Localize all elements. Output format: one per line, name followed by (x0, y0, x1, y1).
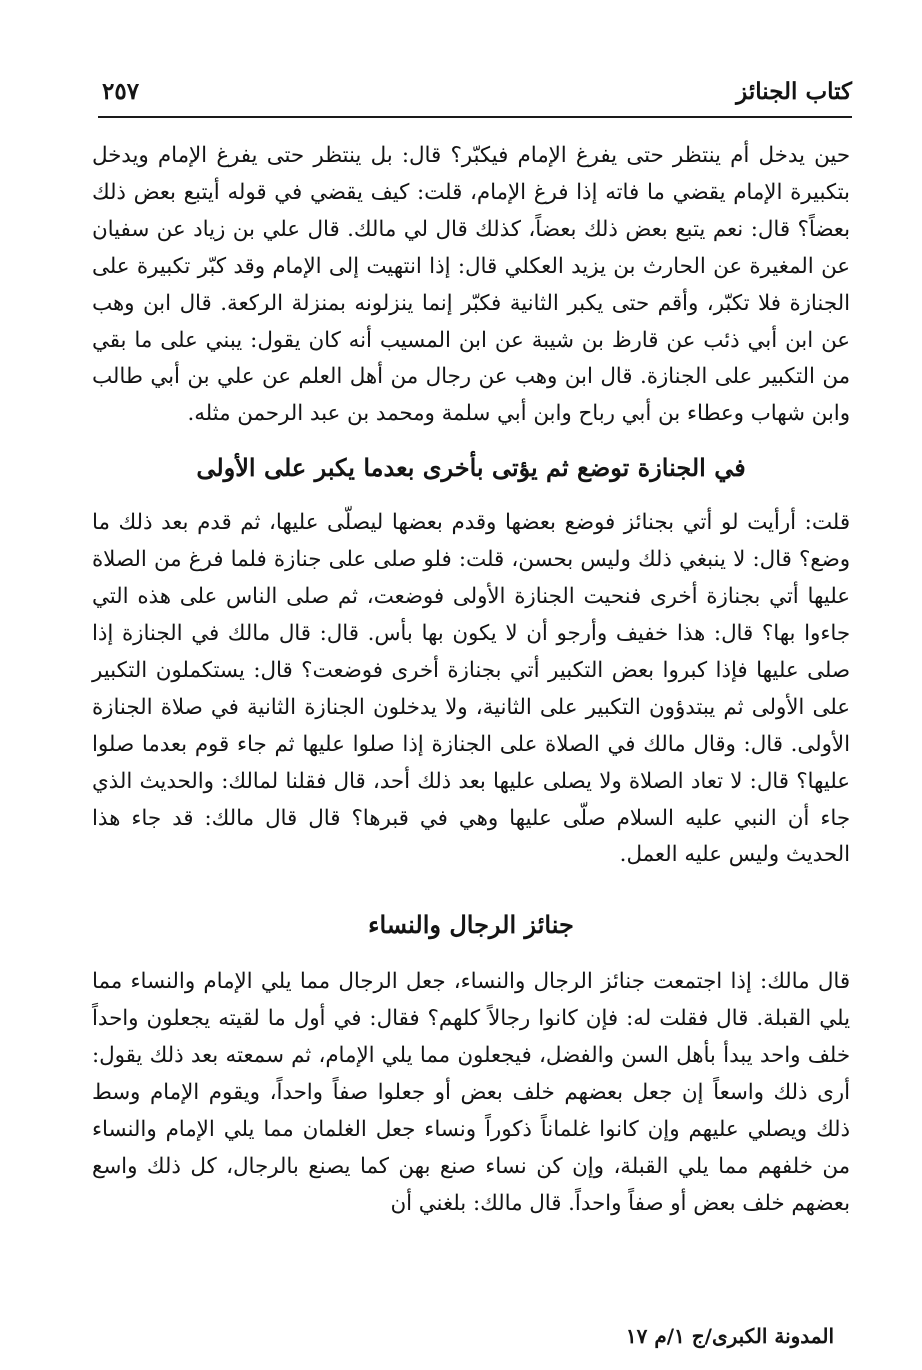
paragraph-1: حين يدخل أم ينتظر حتى يفرغ الإمام فيكبّر؟ قال: بل ينتظر حتى يفرغ الإمام ويدخل بتكبيرة الإمام يقضي ما فاته إذا فرغ الإمام، قلت: كيف يقضي في قوله أيتبع بعض ذلك بعضاً؟ قال: نعم يتبع بعض ذلك بعضاً، كذلك قال لي مالك. قال علي بن زياد عن سفيان عن المغيرة عن الحارث بن يزيد العكلي قال: إذا انتهيت إلى الإمام وقد كبّر تكبيرة على الجنازة فلا تكبّر، وأقم حتى يكبر الثانية فكبّر إنما ينزلونه بمنزلة الركعة. قال ابن وهب عن ابن أبي ذئب عن قارظ بن شيبة عن ابن المسيب أنه كان يقول: يبني على ما بقي من التكبير على الجنازة. قال ابن وهب عن رجال من أهل العلم عن علي بن أبي طالب وابن شهاب وعطاء بن أبي رباح وابن أبي سلمة ومحمد بن عبد الرحمن مثله. (92, 143, 850, 427)
paragraph-2: قلت: أرأيت لو أتي بجنائز فوضع بعضها وقدم بعضها ليصلّى عليها، ثم قدم بعد ذلك ما وضع؟ قال: لا ينبغي ذلك وليس بحسن، قلت: فلو صلى على جنازة فلما فرغ من الصلاة عليها أتي بجنازة أخرى فنحيت الجنازة الأولى فوضعت، ثم صلى الناس على هذه التي جاءوا بها؟ قال: هذا خفيف وأرجو أن لا يكون بها بأس. قال: قال مالك في الجنازة إذا صلى عليها فإذا كبروا بعض التكبير أتي بجنازة أخرى فوضعت؟ قال: يستكملون التكبير على الأولى ثم يبتدؤون التكبير على الثانية، ولا يدخلون الجنازة الثانية في صلاة الجنازة الأولى. قال: وقال مالك في الصلاة على الجنازة إذا صلوا عليها ثم جاء قوم بعدما صلوا عليها؟ قال: لا تعاد الصلاة ولا يصلى عليها بعد ذلك أحد، قال فقلنا لمالك: والحديث الذي جاء أن النبي عليه السلام صلّى عليها وهي في قبرها؟ قال قال مالك: قد جاء هذا الحديث وليس عليه العمل. (92, 510, 850, 868)
chapter-title: كتاب الجنائز (736, 78, 852, 105)
page-body (92, 138, 850, 1223)
page-number: ٢٥٧ (102, 78, 140, 105)
paragraph-3: قال مالك: إذا اجتمعت جنائز الرجال والنساء، جعل الرجال مما يلي الإمام والنساء مما يلي القبلة. قال فقلت له: فإن كانوا رجالاً كلهم؟ فقال: في أول ما لقيته يجعلون واحداً خلف واحد يبدأ بأهل السن والفضل، فيجعلون مما يلي الإمام، ثم سمعته بعد ذلك يقول: أرى ذلك واسعاً إن جعل بعضهم خلف بعض أو جعلوا صفاً واحداً، ويقوم الإمام وسط ذلك ويصلي عليهم وإن كانوا غلماناً ذكوراً ونساء جعل الغلمان مما يلي الإمام والنساء من خلفهم مما يلي القبلة، وإن كن نساء صنع بهن كما يصنع بالرجال، كل ذلك واسع بعضهم خلف بعض أو صفاً واحداً. قال مالك: بلغني أن (92, 969, 850, 1216)
section-heading-2: جنائز الرجال والنساء (368, 910, 574, 940)
page-header (98, 76, 852, 118)
footer-signature: المدونة الكبرى/ج ١/م ١٧ (625, 1324, 834, 1348)
section-heading-1: في الجنازة توضع ثم يؤتى بأخرى بعدما يكبر على الأولى (196, 453, 746, 483)
